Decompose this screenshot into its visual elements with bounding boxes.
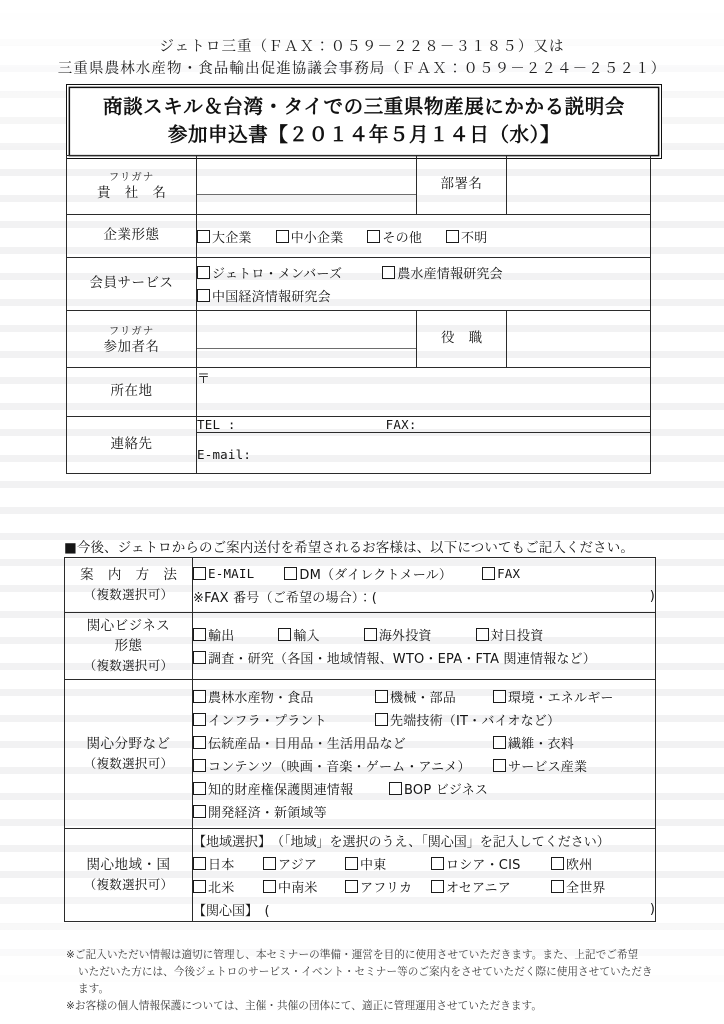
checkbox-option-email[interactable] bbox=[193, 566, 254, 581]
tel-label: TEL : bbox=[197, 417, 236, 432]
checkbox-icon[interactable] bbox=[193, 759, 206, 772]
footer-note-1-line-2: いただいた方には、今後ジェトロのサービス・イベント・セミナー等のご案内をさせていただく際に使用させていただき bbox=[78, 966, 653, 979]
participant-furigana-input[interactable] bbox=[197, 329, 416, 349]
checkbox-icon[interactable] bbox=[193, 857, 206, 870]
option-label: BOP ビジネス bbox=[404, 783, 489, 798]
department-label: 部署名 bbox=[417, 156, 507, 215]
checkbox-option-fax[interactable] bbox=[482, 566, 520, 581]
checkbox-option-china-economy-research[interactable] bbox=[197, 286, 331, 305]
checkbox-icon[interactable] bbox=[476, 628, 489, 641]
checkbox-option-sme[interactable] bbox=[276, 227, 344, 246]
checkbox-icon[interactable] bbox=[367, 230, 380, 243]
checkbox-icon[interactable] bbox=[551, 880, 564, 893]
option-label: アジア bbox=[278, 858, 318, 873]
option-label: 繊維・衣料 bbox=[508, 737, 575, 752]
form-title-line-2: 参加申込書【２０１４年５月１４日（水）】 bbox=[167, 122, 561, 146]
participant-furigana-label: フリガナ bbox=[108, 325, 155, 338]
company-type-label: 企業形態 bbox=[67, 215, 197, 258]
checkbox-option-worldwide[interactable] bbox=[551, 877, 606, 896]
business-type-label-cell bbox=[65, 613, 193, 680]
applicant-table bbox=[66, 155, 651, 474]
checkbox-option-import[interactable] bbox=[278, 625, 319, 644]
participant-name-label: 参加者名 bbox=[103, 339, 160, 356]
fax-number-note: ※FAX 番号（ご希望の場合）：( bbox=[193, 591, 378, 606]
checkbox-icon[interactable] bbox=[197, 289, 210, 302]
option-label: 農水産情報研究会 bbox=[397, 267, 503, 282]
interest-fields-label-cell bbox=[65, 680, 193, 829]
option-label: 日本 bbox=[208, 858, 235, 873]
company-furigana-label: フリガナ bbox=[108, 171, 155, 184]
checkbox-option-large-company[interactable] bbox=[197, 227, 252, 246]
checkbox-icon[interactable] bbox=[193, 628, 206, 641]
address-label: 所在地 bbox=[67, 368, 197, 417]
job-title-value-cell[interactable] bbox=[507, 311, 651, 368]
contact-method-options-cell bbox=[193, 558, 656, 613]
interest-regions-options-cell bbox=[193, 829, 656, 922]
region-selection-heading: 【地域選択】 （「地域」を選択のうえ、「関心国」を記入してください） bbox=[193, 835, 610, 850]
checkbox-icon[interactable] bbox=[193, 805, 206, 818]
checkbox-icon[interactable] bbox=[193, 736, 206, 749]
option-label: インフラ・プラント bbox=[208, 714, 327, 729]
option-label: ロシア・CIS bbox=[446, 858, 521, 873]
interest-regions-label-cell bbox=[65, 829, 193, 922]
option-label: コンテンツ（映画・音楽・ゲーム・アニメ） bbox=[208, 760, 471, 775]
interest-fields-options-cell bbox=[193, 680, 656, 829]
option-label: E-MAIL bbox=[208, 566, 255, 581]
checkbox-option-overseas-investment[interactable] bbox=[364, 625, 432, 644]
interest-regions-sub-label: （複数選択可） bbox=[83, 876, 174, 892]
address-value-cell[interactable] bbox=[197, 368, 651, 417]
checkbox-icon[interactable] bbox=[193, 690, 206, 703]
option-label: 欧州 bbox=[566, 858, 593, 873]
company-type-options-cell bbox=[197, 215, 651, 258]
member-service-label: 会員サービス bbox=[67, 258, 197, 311]
department-value-cell[interactable] bbox=[507, 156, 651, 215]
option-label: 輸入 bbox=[293, 629, 320, 644]
checkbox-option-intellectual-property[interactable] bbox=[193, 779, 389, 798]
footer-notes bbox=[66, 947, 658, 1016]
contact-method-label: 案 内 方 法 bbox=[80, 567, 182, 584]
option-label: 知的財産権保護関連情報 bbox=[208, 783, 354, 798]
checkbox-option-advanced-technology[interactable] bbox=[375, 710, 560, 729]
company-furigana-input[interactable] bbox=[197, 175, 416, 195]
checkbox-icon[interactable] bbox=[364, 628, 377, 641]
option-label: オセアニア bbox=[446, 881, 511, 896]
option-label: 全世界 bbox=[566, 881, 606, 896]
option-label: 農林水産物・食品 bbox=[208, 691, 314, 706]
checkbox-option-japan[interactable] bbox=[193, 854, 263, 873]
checkbox-icon[interactable] bbox=[446, 230, 459, 243]
interest-regions-label: 関心地域・国 bbox=[86, 857, 171, 874]
checkbox-icon[interactable] bbox=[197, 266, 210, 279]
option-label: 北米 bbox=[208, 881, 235, 896]
option-label: 大企業 bbox=[212, 230, 252, 246]
checkbox-icon[interactable] bbox=[493, 759, 506, 772]
email-label: E-mail: bbox=[197, 446, 252, 462]
checkbox-option-service-industry[interactable] bbox=[493, 756, 587, 775]
checkbox-option-oceania[interactable] bbox=[431, 877, 551, 896]
preference-table bbox=[64, 557, 656, 922]
table-row-contact-tel bbox=[67, 417, 651, 433]
option-label: サービス産業 bbox=[508, 760, 588, 775]
interest-fields-label: 関心分野など bbox=[86, 736, 171, 753]
option-label: 開発経済・新領域等 bbox=[208, 806, 327, 821]
fax-header bbox=[0, 36, 724, 81]
interest-country-close-paren: ) bbox=[649, 902, 655, 917]
contact-method-sub-label: （複数選択可） bbox=[83, 586, 174, 602]
option-label: 中東 bbox=[360, 858, 387, 873]
option-label: 調査・研究（各国・地域情報、WTO・EPA・FTA 関連情報など） bbox=[208, 652, 596, 667]
checkbox-option-middle-east[interactable] bbox=[345, 854, 431, 873]
form-title-line-1: 商談スキル＆台湾・タイでの三重県物産展にかかる説明会 bbox=[102, 95, 625, 118]
option-label: 不明 bbox=[461, 230, 488, 246]
table-row-company bbox=[67, 156, 651, 215]
checkbox-option-bop-business[interactable] bbox=[389, 779, 488, 798]
checkbox-option-agri-fishery-research[interactable] bbox=[382, 263, 503, 282]
checkbox-icon[interactable] bbox=[276, 230, 289, 243]
table-row-member-service bbox=[67, 258, 651, 311]
fax-header-line-1: ジェトロ三重（ＦＡＸ：０５９－２２８－３１８５）又は bbox=[159, 39, 565, 55]
form-title-box bbox=[66, 84, 662, 159]
checkbox-icon[interactable] bbox=[197, 230, 210, 243]
option-label: 環境・エネルギー bbox=[508, 691, 614, 706]
checkbox-icon[interactable] bbox=[375, 690, 388, 703]
checkbox-option-textile-apparel[interactable] bbox=[493, 733, 574, 752]
checkbox-option-russia-cis[interactable] bbox=[431, 854, 551, 873]
option-label: その他 bbox=[382, 230, 423, 246]
footer-note-1-line-1: ※ご記入いただい情報は適切に管理し、本セミナーの準備・運営を目的に使用させていただきます。また、上記でご希望 bbox=[66, 949, 639, 961]
table-row-interest-regions bbox=[65, 829, 656, 922]
checkbox-icon[interactable] bbox=[193, 713, 206, 726]
checkbox-icon[interactable] bbox=[345, 880, 358, 893]
company-name-label-cell bbox=[67, 156, 197, 215]
footer-note-1-line-3: ます。 bbox=[78, 983, 110, 996]
contact-tel-fax-cell bbox=[197, 417, 651, 433]
checkbox-option-africa[interactable] bbox=[345, 877, 431, 896]
option-label: 機械・部品 bbox=[390, 691, 457, 706]
table-row-participant bbox=[67, 311, 651, 368]
checkbox-option-development-economics[interactable] bbox=[193, 802, 327, 821]
table-row-interest-fields bbox=[65, 680, 656, 829]
business-type-label-line-1: 関心ビジネス bbox=[86, 618, 171, 635]
checkbox-option-asia[interactable] bbox=[263, 854, 345, 873]
contact-label: 連絡先 bbox=[67, 417, 197, 474]
participant-name-label-cell bbox=[67, 311, 197, 368]
business-type-label-line-2: 形態 bbox=[114, 637, 143, 654]
table-row-contact-method bbox=[65, 558, 656, 613]
option-label: 中南米 bbox=[278, 881, 318, 896]
checkbox-option-latin-america[interactable] bbox=[263, 877, 345, 896]
checkbox-icon[interactable] bbox=[278, 628, 291, 641]
table-row-company-type bbox=[67, 215, 651, 258]
region-selection-heading-row bbox=[193, 829, 655, 852]
interest-fields-sub-label: （複数選択可） bbox=[83, 755, 174, 771]
checkbox-option-infrastructure-plant[interactable] bbox=[193, 710, 375, 729]
footer-note-2: ※お客様の個人情報保護については、主催・共催の団体にて、適正に管理運用させていただきます。 bbox=[66, 1000, 542, 1013]
company-name-label: 貴 社 名 bbox=[96, 185, 172, 202]
checkbox-option-contents[interactable] bbox=[193, 756, 493, 775]
interest-country-label: 【関心国】 ( bbox=[193, 904, 270, 919]
option-label: FAX bbox=[497, 566, 521, 581]
business-type-sub-label: （複数選択可） bbox=[83, 657, 174, 673]
fax-label: FAX: bbox=[385, 417, 417, 432]
checkbox-option-traditional-daily-goods[interactable] bbox=[193, 733, 493, 752]
checkbox-option-machinery-parts[interactable] bbox=[375, 687, 493, 706]
checkbox-icon[interactable] bbox=[493, 736, 506, 749]
checkbox-icon[interactable] bbox=[345, 857, 358, 870]
checkbox-icon[interactable] bbox=[375, 713, 388, 726]
checkbox-icon[interactable] bbox=[284, 567, 297, 580]
option-label: ジェトロ・メンバーズ bbox=[212, 267, 343, 282]
option-label: 中国経済情報研究会 bbox=[212, 290, 331, 305]
checkbox-option-research[interactable] bbox=[193, 648, 596, 667]
option-label: DM（ダイレクトメール） bbox=[299, 568, 453, 583]
option-label: 中小企業 bbox=[290, 230, 344, 246]
checkbox-option-agriculture-food[interactable] bbox=[193, 687, 375, 706]
checkbox-option-export[interactable] bbox=[193, 625, 234, 644]
option-label: 海外投資 bbox=[378, 629, 432, 644]
business-type-options-cell bbox=[193, 613, 656, 680]
member-service-options-cell bbox=[197, 258, 651, 311]
checkbox-option-jetro-members[interactable] bbox=[197, 263, 342, 282]
checkbox-option-unknown[interactable] bbox=[446, 227, 487, 246]
table-row-address bbox=[67, 368, 651, 417]
postal-mark: 〒 bbox=[197, 372, 211, 387]
fax-number-close-paren: ) bbox=[649, 589, 655, 604]
checkbox-option-north-america[interactable] bbox=[193, 877, 263, 896]
checkbox-icon[interactable] bbox=[482, 567, 495, 580]
option-label: 対日投資 bbox=[490, 629, 544, 644]
participant-name-value-cell[interactable] bbox=[197, 311, 417, 368]
checkbox-icon[interactable] bbox=[551, 857, 564, 870]
checkbox-icon[interactable] bbox=[263, 880, 276, 893]
checkbox-icon[interactable] bbox=[263, 857, 276, 870]
checkbox-icon[interactable] bbox=[193, 567, 206, 580]
company-name-value-cell[interactable] bbox=[197, 156, 417, 215]
option-label: 輸出 bbox=[208, 629, 235, 644]
checkbox-option-other[interactable] bbox=[367, 227, 422, 246]
checkbox-option-investment-in-japan[interactable] bbox=[476, 625, 544, 644]
checkbox-icon[interactable] bbox=[193, 880, 206, 893]
contact-method-label-cell bbox=[65, 558, 193, 613]
fax-header-line-2: 三重県農林水産物・食品輸出促進協議会事務局（ＦＡＸ：０５９－２２４－２５２１） bbox=[57, 61, 667, 78]
checkbox-option-europe[interactable] bbox=[551, 854, 592, 873]
consent-notice: ■今後、ジェトロからのご案内送付を希望されるお客様は、以下についてもご記入ください。 bbox=[64, 540, 634, 556]
checkbox-icon[interactable] bbox=[389, 782, 402, 795]
checkbox-icon[interactable] bbox=[493, 690, 506, 703]
contact-email-cell bbox=[197, 433, 651, 474]
checkbox-icon[interactable] bbox=[193, 651, 206, 664]
checkbox-icon[interactable] bbox=[431, 857, 444, 870]
option-label: 先端技術（IT・バイオなど） bbox=[390, 714, 561, 729]
option-label: 伝統産品・日用品・生活用品など bbox=[208, 737, 407, 752]
job-title-label: 役 職 bbox=[417, 311, 507, 368]
table-row-business-type bbox=[65, 613, 656, 680]
checkbox-option-dm[interactable] bbox=[284, 564, 452, 583]
checkbox-icon[interactable] bbox=[382, 266, 395, 279]
option-label: アフリカ bbox=[360, 881, 413, 896]
checkbox-icon[interactable] bbox=[193, 782, 206, 795]
checkbox-icon[interactable] bbox=[431, 880, 444, 893]
checkbox-option-environment-energy[interactable] bbox=[493, 687, 614, 706]
